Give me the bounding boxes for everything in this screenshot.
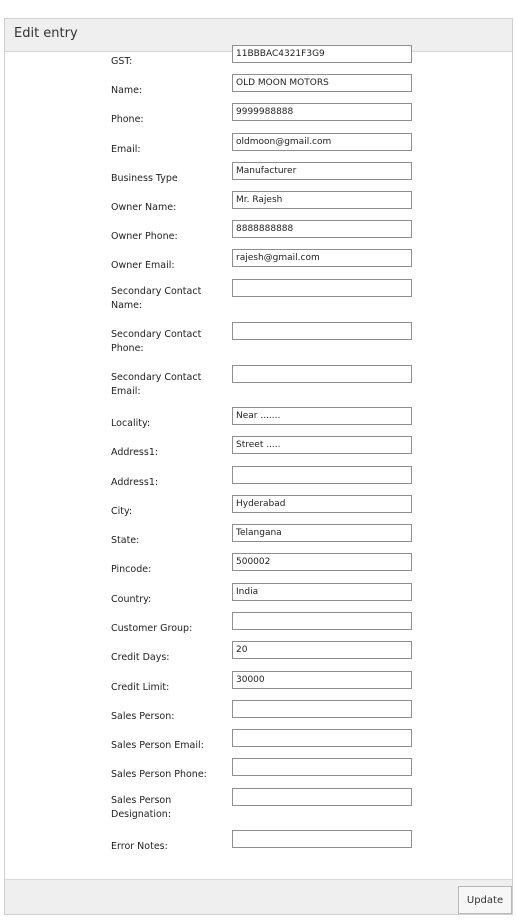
field-label: Credit Days: (111, 652, 170, 663)
sales-person-designation-field[interactable] (232, 788, 412, 806)
form-row-address1 (5, 436, 512, 466)
form-row-credit-limit (5, 671, 512, 701)
form-row-state (5, 524, 512, 554)
credit-days-field[interactable] (232, 641, 412, 659)
secondary-contact-name-field[interactable] (232, 279, 412, 297)
form-row-secondary-contact-email (5, 365, 512, 395)
locality-field[interactable] (232, 407, 412, 425)
form-row-sales-person-phone (5, 758, 512, 788)
field-label: Address1: (111, 447, 159, 458)
field-label: Customer Group: (111, 623, 193, 634)
field-label: Name: (111, 85, 143, 96)
state-field[interactable] (232, 524, 412, 542)
field-label: GST: (111, 56, 133, 67)
sales-person-email-field[interactable] (232, 729, 412, 747)
field-label: Sales Person: (111, 711, 175, 722)
field-label: Secondary Contact Email: (111, 372, 202, 397)
secondary-contact-email-field[interactable] (232, 365, 412, 383)
panel-title: Edit entry (14, 26, 78, 41)
address1-field[interactable] (232, 436, 412, 454)
sales-person-phone-field[interactable] (232, 758, 412, 776)
form-row-sales-person-designation (5, 788, 512, 818)
panel-footer (5, 879, 512, 914)
form-row-name (5, 74, 512, 104)
form-row-city (5, 495, 512, 525)
sales-person-field[interactable] (232, 700, 412, 718)
form-row-credit-days (5, 641, 512, 671)
form-row-sales-person-email (5, 729, 512, 759)
form-row-owner-name (5, 191, 512, 221)
pincode-field[interactable] (232, 553, 412, 571)
field-label: Credit Limit: (111, 682, 170, 693)
form-row-secondary-contact-phone (5, 322, 512, 352)
field-label: Sales Person Phone: (111, 769, 207, 780)
form-row-business-type (5, 162, 512, 192)
field-label: Phone: (111, 114, 144, 125)
form-row-email (5, 133, 512, 163)
city-field[interactable] (232, 495, 412, 513)
field-label: Error Notes: (111, 841, 168, 852)
owner-email-field[interactable] (232, 249, 412, 267)
form-row-phone (5, 103, 512, 133)
secondary-contact-phone-field[interactable] (232, 322, 412, 340)
field-label: Address1: (111, 477, 159, 488)
form-row-pincode (5, 553, 512, 583)
gst-field[interactable] (232, 45, 412, 63)
field-label: Country: (111, 594, 152, 605)
edit-entry-panel (4, 18, 513, 915)
form-row-owner-phone (5, 220, 512, 250)
customer-group-field[interactable] (232, 612, 412, 630)
email-field[interactable] (232, 133, 412, 151)
field-label: Owner Email: (111, 260, 175, 271)
field-label: Secondary Contact Phone: (111, 329, 202, 354)
form-row-error-notes (5, 830, 512, 860)
name-field[interactable] (232, 74, 412, 92)
field-label: Sales Person Designation: (111, 795, 172, 820)
field-label: City: (111, 506, 133, 517)
credit-limit-field[interactable] (232, 671, 412, 689)
form-row-country (5, 583, 512, 613)
field-label: Sales Person Email: (111, 740, 204, 751)
update-button[interactable]: Update (458, 886, 512, 914)
field-label: Owner Phone: (111, 231, 178, 242)
form-row-address1-2 (5, 466, 512, 496)
field-label: Locality: (111, 418, 151, 429)
country-field[interactable] (232, 583, 412, 601)
form-row-sales-person (5, 700, 512, 730)
owner-phone-field[interactable] (232, 220, 412, 238)
field-label: State: (111, 535, 140, 546)
field-label: Owner Name: (111, 202, 177, 213)
form-row-locality (5, 407, 512, 437)
field-label: Secondary Contact Name: (111, 286, 202, 311)
form-row-owner-email (5, 249, 512, 279)
form-row-customer-group (5, 612, 512, 642)
address1-field-2[interactable] (232, 466, 412, 484)
field-label: Business Type (111, 173, 178, 184)
form-row-gst (5, 45, 512, 75)
owner-name-field[interactable] (232, 191, 412, 209)
error-notes-field[interactable] (232, 830, 412, 848)
field-label: Email: (111, 144, 141, 155)
form-row-secondary-contact-name (5, 279, 512, 309)
phone-field[interactable] (232, 103, 412, 121)
field-label: Pincode: (111, 564, 152, 575)
business-type-field[interactable] (232, 162, 412, 180)
